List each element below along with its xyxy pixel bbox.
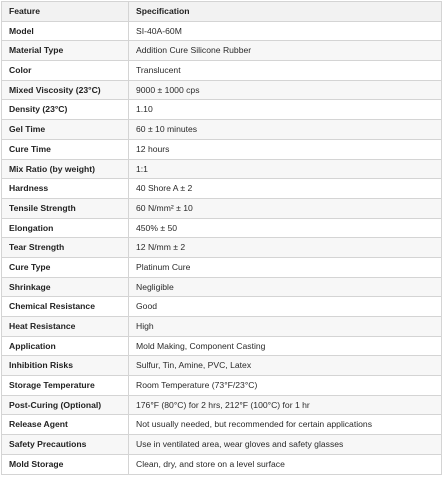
feature-cell: Cure Type — [2, 257, 129, 277]
specification-cell: Negligible — [129, 277, 442, 297]
feature-cell: Release Agent — [2, 415, 129, 435]
specification-cell: 40 Shore A ± 2 — [129, 179, 442, 199]
table-row — [2, 395, 442, 415]
table-row — [2, 356, 442, 376]
table-row — [2, 21, 442, 41]
column-header-feature: Feature — [2, 2, 129, 22]
table-row — [2, 238, 442, 258]
feature-cell: Hardness — [2, 179, 129, 199]
specification-cell: Room Temperature (73°F/23°C) — [129, 376, 442, 396]
table-header — [2, 2, 442, 22]
feature-cell: Model — [2, 21, 129, 41]
table-row — [2, 277, 442, 297]
table-row — [2, 61, 442, 81]
feature-cell: Mold Storage — [2, 454, 129, 474]
table-row — [2, 376, 442, 396]
table-row — [2, 454, 442, 474]
column-header-specification: Specification — [129, 2, 442, 22]
specification-cell: 176°F (80°C) for 2 hrs, 212°F (100°C) for 1 hr — [129, 395, 442, 415]
feature-cell: Storage Temperature — [2, 376, 129, 396]
feature-cell: Gel Time — [2, 120, 129, 140]
specification-cell: Sulfur, Tin, Amine, PVC, Latex — [129, 356, 442, 376]
feature-cell: Safety Precautions — [2, 435, 129, 455]
spec-table-container — [1, 1, 441, 475]
feature-cell: Tensile Strength — [2, 198, 129, 218]
specification-cell: Mold Making, Component Casting — [129, 336, 442, 356]
feature-cell: Chemical Resistance — [2, 297, 129, 317]
table-row — [2, 41, 442, 61]
specification-cell: Translucent — [129, 61, 442, 81]
feature-cell: Color — [2, 61, 129, 81]
feature-cell: Material Type — [2, 41, 129, 61]
table-row — [2, 179, 442, 199]
table-row — [2, 80, 442, 100]
feature-cell: Mixed Viscosity (23°C) — [2, 80, 129, 100]
feature-cell: Shrinkage — [2, 277, 129, 297]
feature-cell: Heat Resistance — [2, 317, 129, 337]
feature-cell: Tear Strength — [2, 238, 129, 258]
specification-cell: 1:1 — [129, 159, 442, 179]
specification-cell: SI-40A-60M — [129, 21, 442, 41]
specification-cell: High — [129, 317, 442, 337]
specification-cell: 9000 ± 1000 cps — [129, 80, 442, 100]
specification-cell: Clean, dry, and store on a level surface — [129, 454, 442, 474]
table-row — [2, 415, 442, 435]
feature-cell: Mix Ratio (by weight) — [2, 159, 129, 179]
table-row — [2, 435, 442, 455]
specification-cell: Addition Cure Silicone Rubber — [129, 41, 442, 61]
table-row — [2, 218, 442, 238]
feature-cell: Application — [2, 336, 129, 356]
feature-cell: Density (23°C) — [2, 100, 129, 120]
feature-cell: Elongation — [2, 218, 129, 238]
table-row — [2, 317, 442, 337]
table-row — [2, 159, 442, 179]
feature-cell: Post-Curing (Optional) — [2, 395, 129, 415]
specification-cell: 450% ± 50 — [129, 218, 442, 238]
specification-table — [1, 1, 442, 475]
specification-cell: 12 hours — [129, 139, 442, 159]
table-row — [2, 297, 442, 317]
table-row — [2, 100, 442, 120]
table-body — [2, 21, 442, 474]
specification-cell: 60 N/mm² ± 10 — [129, 198, 442, 218]
feature-cell: Inhibition Risks — [2, 356, 129, 376]
specification-cell: 60 ± 10 minutes — [129, 120, 442, 140]
table-row — [2, 139, 442, 159]
specification-cell: 1.10 — [129, 100, 442, 120]
specification-cell: Good — [129, 297, 442, 317]
specification-cell: Use in ventilated area, wear gloves and safety glasses — [129, 435, 442, 455]
header-row — [2, 2, 442, 22]
table-row — [2, 120, 442, 140]
table-row — [2, 198, 442, 218]
specification-cell: Not usually needed, but recommended for certain applications — [129, 415, 442, 435]
feature-cell: Cure Time — [2, 139, 129, 159]
table-row — [2, 257, 442, 277]
specification-cell: 12 N/mm ± 2 — [129, 238, 442, 258]
specification-cell: Platinum Cure — [129, 257, 442, 277]
table-row — [2, 336, 442, 356]
